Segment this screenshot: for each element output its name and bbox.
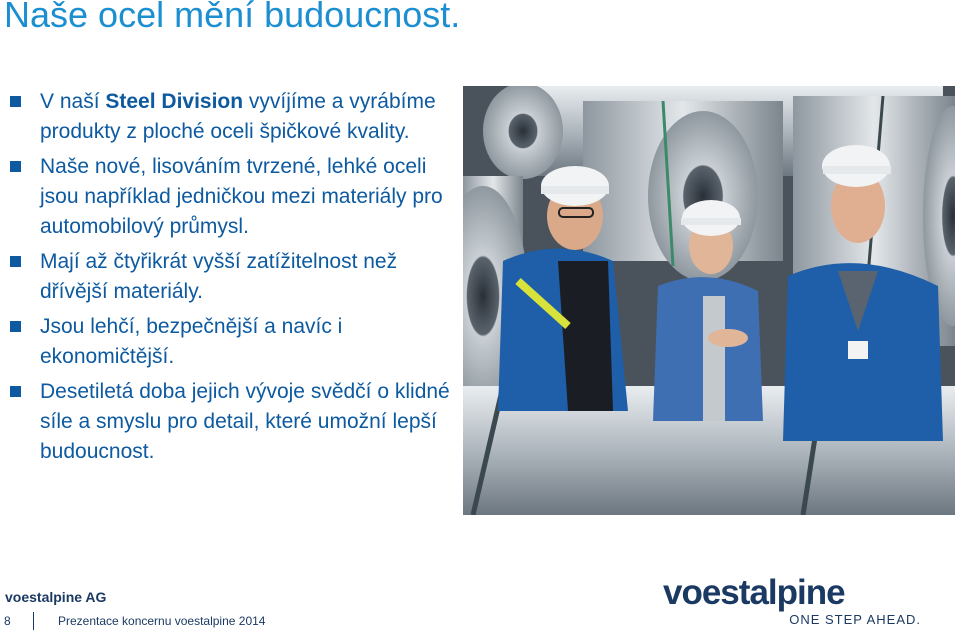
bullet-text: Jsou lehčí, bezpečnější a navíc i ekonomičtější. <box>40 315 343 368</box>
bullet-bold-text: Steel Division <box>105 90 244 113</box>
logo-wordmark <box>663 575 925 611</box>
bullet-text: Desetiletá doba jejich vývoje svědčí o klidné síle a smyslu pro detail, které umožní lepší budoucnost. <box>40 380 450 463</box>
bullet-text: Mají až čtyřikrát vyšší zatížitelnost než dřívější materiály. <box>40 250 398 303</box>
photo-illustration <box>463 86 955 515</box>
bullet-item <box>10 312 460 372</box>
bullet-text: V naší <box>40 90 106 113</box>
slide-title: Naše ocel mění budoucnost. <box>4 0 461 35</box>
bullet-list <box>10 87 460 472</box>
bullet-text: Naše nové, lisováním tvrzené, lehké oceli jsou například jedničkou mezi materiály pro automobilový průmysl. <box>40 155 443 238</box>
footer-divider <box>33 612 34 630</box>
square-bullet-icon <box>10 256 21 267</box>
bullet-text: vyvíjíme a vyrábíme produkty z ploché oceli špičkové kvality. <box>40 90 436 143</box>
square-bullet-icon <box>10 386 21 397</box>
footer-company: voestalpine AG <box>5 589 107 605</box>
bullet-item <box>10 152 460 242</box>
voestalpine-logo <box>663 575 925 627</box>
square-bullet-icon <box>10 161 21 172</box>
logo-word-part: alpine <box>749 573 845 612</box>
bullet-item <box>10 247 460 307</box>
bullet-item <box>10 87 460 147</box>
logo-tagline: ONE STEP AHEAD. <box>789 612 921 627</box>
bullet-item <box>10 377 460 467</box>
logo-word-part: voest <box>663 573 750 612</box>
square-bullet-icon <box>10 321 21 332</box>
square-bullet-icon <box>10 96 21 107</box>
footer-description: Prezentace koncernu voestalpine 2014 <box>58 614 266 628</box>
steel-coils-workers-photo <box>463 86 955 515</box>
page-number: 8 <box>4 614 11 628</box>
